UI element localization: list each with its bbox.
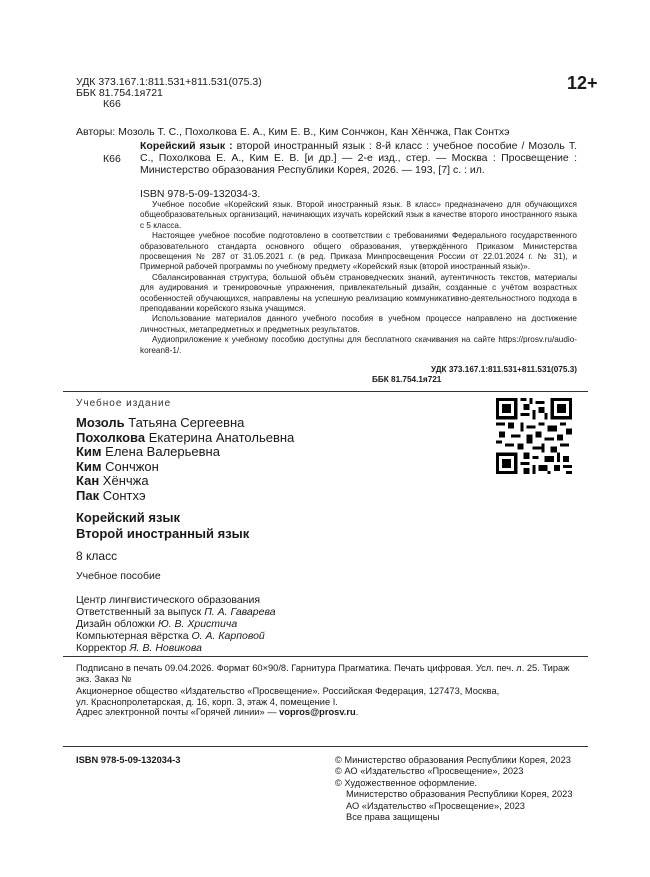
annotation-paragraph: Аудиоприложение к учебному пособию доступны для бесплатного скачивания на сайте https://prosv.ru/audio-korean8-1/. xyxy=(140,335,577,355)
author-item: Ким Елена Валерьевна xyxy=(76,444,220,459)
author-item: Ким Сончжон xyxy=(76,458,159,474)
copyright-line: © Министерство образования Республики Корея, 2023 xyxy=(335,755,571,765)
annotation-paragraph: Настоящее учебное пособие подготовлено в соответствии с требованиями Федерального государственного образовательного стандарта основного общего образования, утверждённого Приказом Министерства просвещения № 287 от 31.05.2021 г. (в ред. Приказа Минпросвещения России от 22.01.2024 г. № 31), и Примерной рабочей программы по учебному предмету «Корейский язык (второй иностранный язык)». xyxy=(140,231,577,272)
catalog-description xyxy=(140,140,577,176)
annotation-paragraph: Учебное пособие «Корейский язык. Второй иностранный язык. 8 класс» предназначено для обучающихся общеобразовательных организаций, начинающих изучать корейский язык в качестве второго иностранного языка с 5 класса. xyxy=(140,200,577,230)
divider xyxy=(63,656,588,657)
credit-line: Компьютерная вёрстка О. А. Карповой xyxy=(76,630,265,642)
age-rating: 12+ xyxy=(567,73,598,93)
header-code: К66 xyxy=(103,98,121,110)
email-link[interactable]: vopros@prosv.ru xyxy=(279,707,356,717)
catalog-code: К66 xyxy=(103,153,121,165)
credits xyxy=(76,594,276,654)
annotation-paragraph: Использование материалов данного учебного пособия в учебном процессе направлено на достижение личностных, метапредметных и предметных результатов. xyxy=(140,314,577,334)
copyright-line: Все права защищены xyxy=(346,812,440,823)
copyright-line: Министерство образования Республики Корея, 2023 xyxy=(346,789,573,800)
credit-line: Ответственный за выпуск П. А. Гаварева xyxy=(76,606,276,618)
publisher-line2: ул. Краснопролетарская, д. 16, корп. 3, этаж 4, помещение I. xyxy=(76,697,338,707)
catalog-isbn: ISBN 978-5-09-132034-3. xyxy=(140,188,261,200)
catalog-annotation xyxy=(140,200,577,356)
catalog-desc-text: второй иностранный язык : 8-й класс : учебное пособие / Мозоль Т. С., Похолкова Е. А., Ким Е. В. [и др.] — 2-е изд., стер. — Москва : Просвещение : Министерство образования Республики Корея, 2026. — 193, [7] с. : ил. xyxy=(140,140,577,176)
book-title-line2: Второй иностранный язык xyxy=(76,526,250,541)
copyright-line: © АО «Издательство «Просвещение», 2023 xyxy=(335,766,524,777)
catalog-bbk-bold: ББК 81.754.1я721 xyxy=(372,375,442,384)
copyright-line: © Художественное оформление. xyxy=(335,777,477,788)
authors-list xyxy=(76,416,294,503)
credit-line: Дизайн обложки Ю. В. Христича xyxy=(76,618,238,630)
divider xyxy=(63,746,588,747)
publisher-line1: Акционерное общество «Издательство «Просвещение». Российская Федерация, 127473, Москва, xyxy=(76,686,500,696)
email-line: Адрес электронной почты «Горячей линии» — vopros@prosv.ru. xyxy=(76,707,359,717)
credit-line: Корректор Я. В. Новикова xyxy=(76,642,202,654)
annotation-paragraph: Сбалансированная структура, большой объём страноведческих знаний, аутентичность текстов, материалы для аудирования и тренировочные упражнения, привлекательный дизайн, созданные с учётом возрастных особенностей обучающихся, направлены на успешную реализацию коммуникативно-деятельностного подхода в преподавании корейского языка учащимся. xyxy=(140,272,577,314)
author-item: Кан Хёнчжа xyxy=(76,473,149,488)
catalog-title: Корейский язык : xyxy=(140,140,233,152)
catalog-udk-bold: УДК 373.167.1:811.531+811.531(075.3) xyxy=(431,365,577,374)
credit-line: Центр лингвистического образования xyxy=(76,594,261,606)
book-title-line1: Корейский язык xyxy=(76,510,181,525)
divider xyxy=(63,391,588,392)
header-udk: УДК 373.167.1:811.531+811.531(075.3) xyxy=(76,76,262,88)
grade: 8 класс xyxy=(76,549,118,563)
qr-code[interactable] xyxy=(496,398,572,474)
authors-line: Авторы: Мозоль Т. С., Похолкова Е. А., Ким Е. В., Ким Сончжон, Кан Хёнчжа, Пак Сонтхэ xyxy=(76,126,510,138)
copyright-block xyxy=(335,755,573,823)
print-info: Подписано в печать 09.04.2026. Формат 60×90/8. Гарнитура Прагматика. Печать цифровая. Усл. печ. л. 25. Тираж экз. Заказ № xyxy=(76,663,570,684)
book-type: Учебное пособие xyxy=(76,570,161,582)
author-item: Мозоль Татьяна Сергеевна xyxy=(76,415,245,430)
copyright-line: АО «Издательство «Просвещение», 2023 xyxy=(346,800,525,811)
author-item: Пак Сонтхэ xyxy=(76,487,146,503)
header-bbk: ББК 81.754.1я721 xyxy=(76,87,163,99)
edition-label: Учебное издание xyxy=(76,398,172,409)
footer-isbn: ISBN 978-5-09-132034-3 xyxy=(76,755,181,765)
author-item: Похолкова Екатерина Анатольевна xyxy=(76,429,295,445)
